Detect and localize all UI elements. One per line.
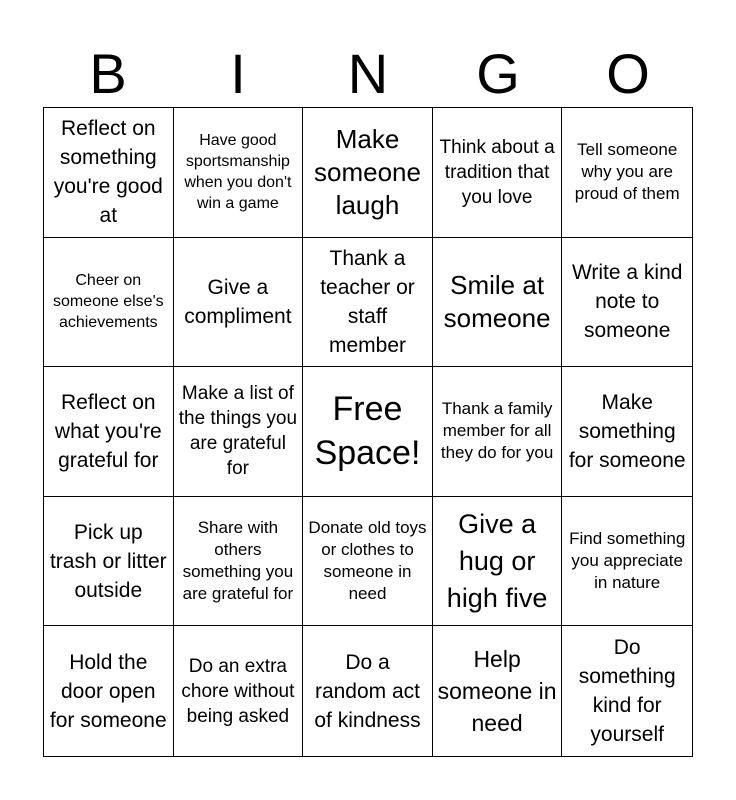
bingo-cell-r5c2[interactable] — [174, 626, 304, 756]
bingo-cell-r4c2[interactable] — [174, 497, 304, 627]
cell-text: Thank a family member for all they do for you — [440, 399, 554, 463]
cell-text: Cheer on someone else's achievements — [52, 272, 164, 332]
header-letter-n: N — [347, 42, 389, 105]
bingo-cell-r1c2[interactable] — [174, 108, 304, 238]
bingo-cell-r1c5[interactable] — [562, 108, 692, 238]
cell-text: Make something for someone — [568, 390, 686, 472]
cell-text: Give a hug or high five — [446, 508, 548, 613]
cell-text: Give a compliment — [184, 275, 292, 328]
cell-text: Do an extra chore without being asked — [181, 655, 295, 727]
cell-text: Find something you appreciate in nature — [569, 529, 686, 593]
bingo-board — [43, 107, 693, 757]
cell-text: Thank a teacher or staff member — [320, 246, 415, 357]
bingo-cell-r2c5[interactable] — [562, 238, 692, 368]
bingo-cell-r3c4[interactable] — [433, 367, 563, 497]
bingo-cell-r4c4[interactable] — [433, 497, 563, 627]
cell-text: Donate old toys or clothes to someone in need — [308, 518, 427, 604]
bingo-cell-r4c5[interactable] — [562, 497, 692, 627]
cell-text: Reflect on something you're good at — [53, 117, 163, 228]
bingo-cell-r2c2[interactable] — [174, 238, 304, 368]
cell-text: Do something kind for yourself — [578, 636, 676, 747]
cell-text: Help someone in need — [437, 646, 557, 737]
bingo-cell-r3c5[interactable] — [562, 367, 692, 497]
bingo-cell-r4c3[interactable] — [303, 497, 433, 627]
cell-text: Think about a tradition that you love — [439, 136, 555, 208]
header-letter-g: G — [476, 42, 520, 105]
bingo-cell-r4c1[interactable] — [44, 497, 174, 627]
cell-text: Have good sportsmanship when you don't win a game — [184, 132, 292, 213]
cell-text: Free Space! — [314, 390, 421, 473]
cell-text: Pick up trash or litter outside — [49, 520, 167, 602]
cell-text: Tell someone why you are proud of them — [574, 140, 680, 204]
bingo-cell-r1c3[interactable] — [303, 108, 433, 238]
bingo-cell-r5c5[interactable] — [562, 626, 692, 756]
bingo-cell-r2c3[interactable] — [303, 238, 433, 368]
bingo-cell-free-space[interactable] — [303, 367, 433, 497]
cell-text: Reflect on what you're grateful for — [54, 390, 162, 472]
bingo-cell-r2c4[interactable] — [433, 238, 563, 368]
bingo-cell-r1c1[interactable] — [44, 108, 174, 238]
bingo-cell-r3c2[interactable] — [174, 367, 304, 497]
bingo-cell-r3c1[interactable] — [44, 367, 174, 497]
cell-text: Hold the door open for someone — [49, 650, 167, 732]
header-letter-o: O — [606, 42, 650, 105]
cell-text: Smile at someone — [443, 269, 551, 333]
cell-text: Do a random act of kindness — [314, 650, 421, 732]
bingo-cell-r5c1[interactable] — [44, 626, 174, 756]
bingo-header — [43, 40, 693, 108]
bingo-cell-r2c1[interactable] — [44, 238, 174, 368]
cell-text: Share with others something you are grateful for — [182, 518, 294, 604]
cell-text: Make a list of the things you are grateful for — [178, 383, 298, 480]
cell-text: Write a kind note to someone — [571, 261, 683, 343]
bingo-cell-r5c4[interactable] — [433, 626, 563, 756]
bingo-cell-r1c4[interactable] — [433, 108, 563, 238]
cell-text: Make someone laugh — [314, 123, 421, 220]
header-letter-i: I — [230, 42, 246, 105]
header-letter-b: B — [89, 42, 127, 105]
bingo-cell-r5c3[interactable] — [303, 626, 433, 756]
